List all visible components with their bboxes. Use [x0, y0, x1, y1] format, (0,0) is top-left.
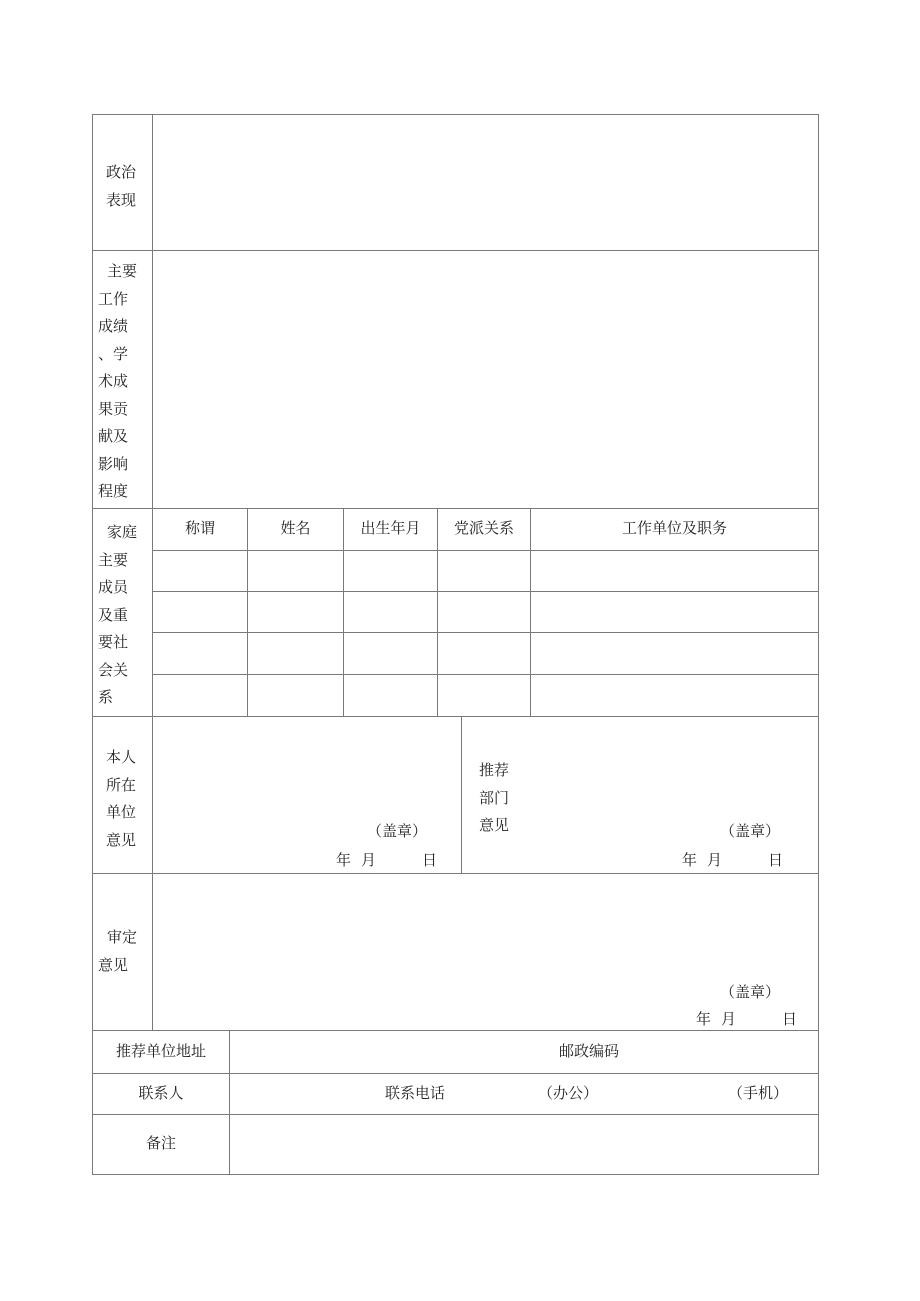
divider — [92, 1030, 819, 1031]
mobile-phone-label: （手机） — [728, 1084, 789, 1102]
divider — [152, 674, 819, 675]
recommend-date-year: 年 — [682, 851, 698, 869]
border-right — [818, 114, 819, 1175]
family-header-birth: 出生年月 — [360, 519, 421, 537]
divider — [343, 508, 344, 716]
final-date-year: 年 — [696, 1010, 712, 1028]
postcode-label: 邮政编码 — [559, 1042, 620, 1060]
phone-label: 联系电话 — [385, 1084, 446, 1102]
recommendation-form — [92, 114, 819, 1175]
divider — [92, 1073, 819, 1074]
divider — [247, 508, 248, 716]
family-header-workplace: 工作单位及职务 — [621, 519, 727, 537]
achievements-label: 主要 工作 成绩 、学 术成 果贡 献及 影响 程度 — [98, 262, 138, 500]
unit-seal: （盖章） — [367, 822, 428, 840]
divider — [437, 508, 438, 716]
border-bottom — [92, 1174, 819, 1175]
recommend-opinion-label: 推荐 部门 意见 — [479, 761, 510, 834]
final-seal: （盖章） — [720, 983, 781, 1001]
unit-opinion-label: 本人 所在 单位 意见 — [106, 748, 137, 849]
contact-label: 联系人 — [138, 1084, 184, 1102]
divider — [92, 716, 819, 717]
divider — [461, 716, 462, 873]
unit-date-month: 月 — [361, 851, 377, 869]
family-header-party: 党派关系 — [453, 519, 514, 537]
recommend-seal: （盖章） — [720, 822, 781, 840]
unit-date-day: 日 — [422, 851, 438, 869]
final-opinion-label: 审定 意见 — [98, 928, 138, 974]
divider — [152, 632, 819, 633]
divider — [92, 1114, 819, 1115]
final-date-month: 月 — [721, 1010, 737, 1028]
political-label: 政治 表现 — [106, 163, 137, 209]
family-header-relation: 称谓 — [184, 519, 215, 537]
family-header-name: 姓名 — [280, 519, 311, 537]
divider — [530, 508, 531, 716]
divider — [152, 550, 819, 551]
divider — [229, 1030, 230, 1175]
divider — [92, 508, 819, 509]
family-label: 家庭 主要 成员 及重 要社 会关 系 — [98, 523, 138, 706]
divider — [152, 591, 819, 592]
remarks-label: 备注 — [145, 1134, 176, 1152]
political-field[interactable] — [153, 115, 818, 250]
recommend-date-day: 日 — [768, 851, 784, 869]
achievements-field[interactable] — [153, 251, 818, 508]
recommend-date-month: 月 — [707, 851, 723, 869]
border-left — [92, 114, 93, 1175]
final-date-day: 日 — [782, 1010, 798, 1028]
unit-date-year: 年 — [336, 851, 352, 869]
divider — [92, 873, 819, 874]
office-phone-label: （办公） — [538, 1084, 599, 1102]
address-label: 推荐单位地址 — [115, 1042, 206, 1060]
